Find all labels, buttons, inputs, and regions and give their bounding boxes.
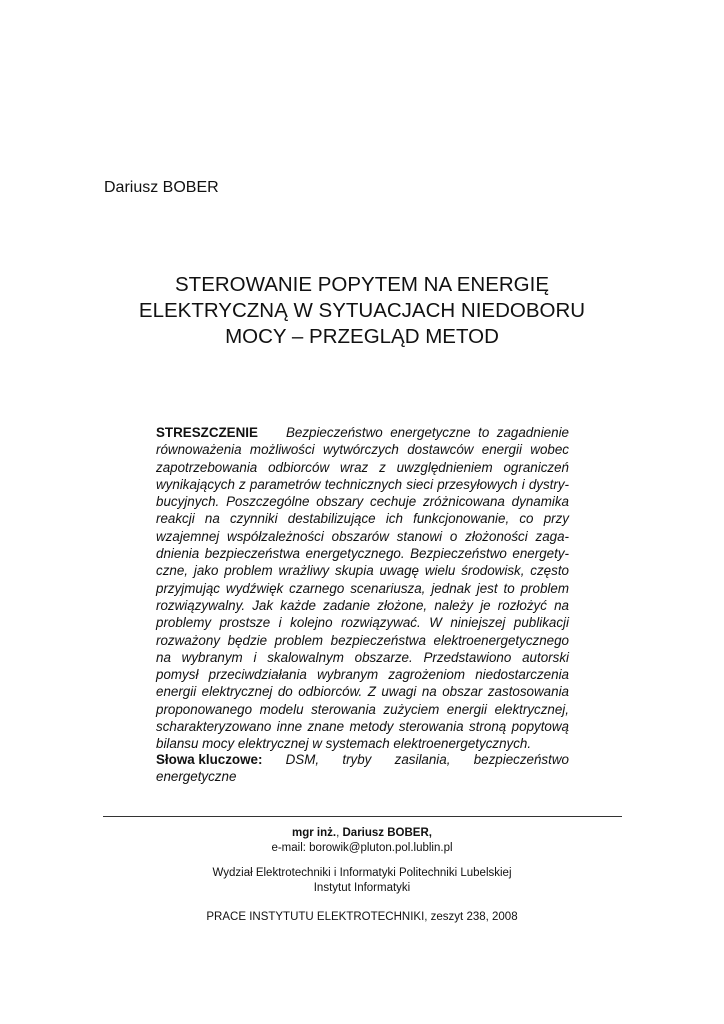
abstract-line: równoważenia możliwości wytwórczych dostawców energii wobec [156,442,569,458]
abstract-first-line: Bezpieczeństwo energetyczne to zagadnienie [285,425,569,440]
keyword: bezpieczeństwo [473,752,569,767]
title-line: ELEKTRYCZNĄ W SYTUACJACH NIEDOBORU [138,299,586,322]
abstract-line: dnienia bezpieczeństwa energetycznego. Bezpieczeństwo energety- [156,546,569,562]
keywords-label: Słowa kluczowe: [156,752,263,767]
affiliation-institute: Instytut Informatyki [313,882,411,894]
title-line: STEROWANIE POPYTEM NA ENERGIĘ [175,273,549,296]
abstract-line: czne, jako problem wrażliwy skupia uwagę wielu środowisk, często [156,563,569,579]
affiliation-faculty: Wydział Elektrotechniki i Informatyki Politechniki Lubelskiej [212,867,512,879]
footer-divider [103,816,622,817]
paper-title [100,272,624,350]
abstract-line: zapotrzebowania odbiorców wraz z uwzględnieniem ograniczeń [156,459,569,475]
abstract-line: wynikających z parametrów technicznych sieci przesyłowych i dystry- [156,476,569,492]
keyword: zasilania, [394,752,451,767]
abstract-line: na wybranym i skalowalnym obszarze. Przedstawiono autorski [156,649,569,665]
abstract-line: energii elektrycznej do odbiorców. Z uwagi na obszar zastosowania [156,684,569,700]
author-degree: mgr inż. [292,827,337,839]
keyword: tryby [342,752,372,767]
author-credentials: mgr inż., Dariusz BOBER, [292,827,432,839]
abstract-line: bilansu mocy elektrycznej w systemach elektroenergetycznych. [156,736,532,752]
abstract-line: scharakteryzowano inne znane metody sterowania stroną popytową [156,719,569,735]
author-name: Dariusz BOBER [104,179,219,196]
author-contact [100,826,624,856]
keywords-line [156,751,569,768]
abstract-line: pomysł przeciwdziałania wybranym zagrożeniom niedostarczenia [156,667,569,683]
keywords [156,751,569,786]
abstract [156,424,569,753]
abstract-line: bucyjnych. Poszczególne obszary cechuje zróżnicowana dynamika [156,494,569,510]
author-footer-name: Dariusz BOBER, [342,827,432,839]
affiliation [100,866,624,896]
abstract-heading: STRESZCZENIE [156,425,258,440]
abstract-line: problemy prostsze i kolejno rozwiązywać. W niniejszej publikacji [156,615,569,631]
abstract-line: rozważony będzie problem bezpieczeństwa elektroenergetycznego [156,632,569,648]
abstract-line: wzajemnej współzależności obszarów stanowi o złożoności zaga- [156,528,569,544]
abstract-line: rozwiązywalny. Jak każde zadanie złożone, należy je rozłożyć na [156,597,569,613]
journal-reference: PRACE INSTYTUTU ELEKTROTECHNIKI, zeszyt 238, 2008 [206,911,518,923]
abstract-line [156,424,569,441]
abstract-line: reakcji na czynniki destabilizujące ich funkcjonowanie, co przy [156,511,569,527]
author-email: e-mail: borowik@pluton.pol.lublin.pl [271,842,453,854]
abstract-line: przyjmując wydźwięk czarnego scenariusza, jednak jest to problem [156,580,569,596]
keywords-line: energetyczne [156,769,237,785]
abstract-line: proponowanego modelu sterowania zużyciem energii elektrycznej, [156,701,569,717]
title-line: MOCY – PRZEGLĄD METOD [225,325,499,348]
keyword: DSM, [285,752,320,767]
